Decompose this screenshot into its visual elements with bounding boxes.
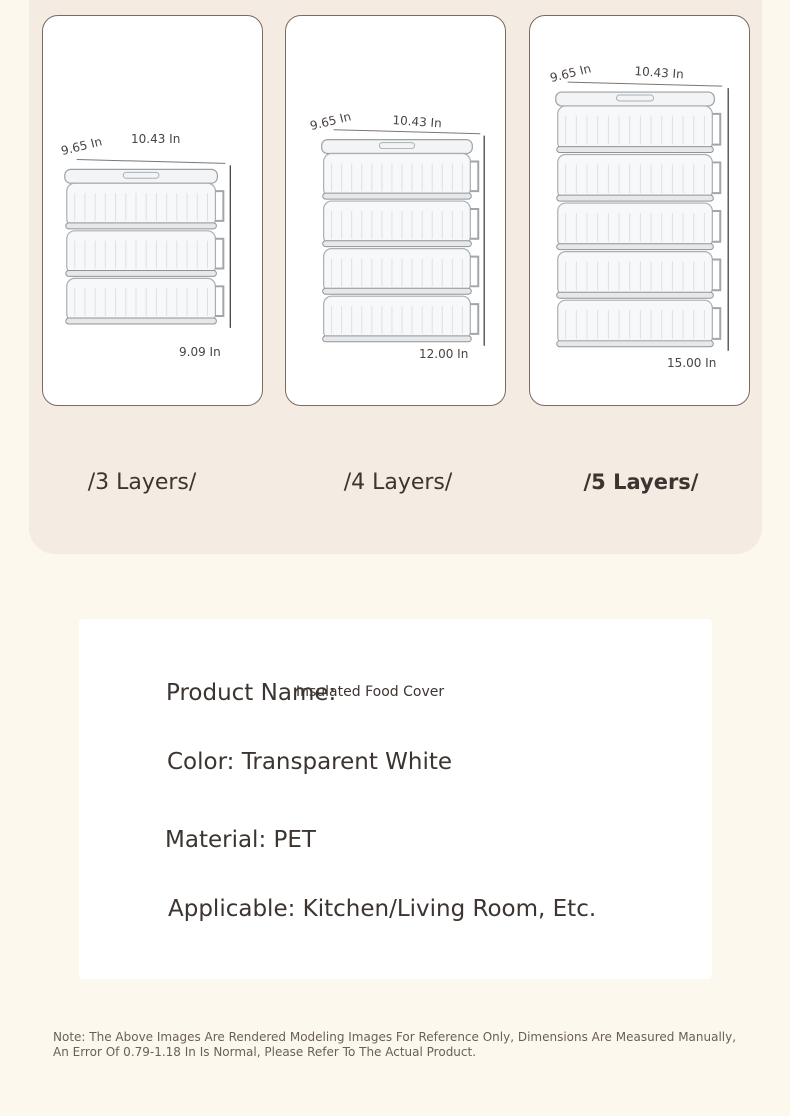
container-tray — [323, 296, 479, 342]
depth-dimension: 9.65 In — [548, 61, 593, 85]
variant-card-3-layers — [42, 15, 263, 406]
width-dimension: 10.43 In — [634, 64, 685, 82]
container-lid — [556, 92, 715, 106]
container-tray — [66, 278, 224, 324]
applicable-spec: Applicable: Kitchen/Living Room, Etc. — [168, 896, 597, 922]
container-tray — [557, 252, 721, 299]
container-lid — [322, 140, 473, 154]
width-dimension-line — [77, 159, 226, 163]
side-handle — [470, 161, 478, 191]
layer-label-4: /4 Layers/ — [343, 470, 453, 495]
disclaimer-note: Note: The Above Images Are Rendered Modeling Images For Reference Only, Dimensions Are Measured Manually, An Error Of 0.79-1.18 In Is Normal, Please Refer To The Actual Product. — [53, 1030, 737, 1059]
height-dimension: 15.00 In — [667, 356, 717, 370]
side-handle — [712, 211, 720, 242]
color-spec: Color: Transparent White — [167, 749, 453, 775]
layer-label-5: /5 Layers/ — [583, 470, 699, 494]
side-handle — [215, 239, 223, 269]
container-tray — [323, 201, 479, 247]
layer-label-3: /3 Layers/ — [87, 470, 197, 495]
width-dimension: 10.43 In — [392, 113, 443, 131]
side-handle — [712, 308, 720, 339]
width-dimension: 10.43 In — [131, 132, 181, 146]
height-dimension: 12.00 In — [419, 347, 469, 361]
container-tray — [557, 203, 721, 250]
side-handle — [470, 304, 478, 334]
container-lid — [65, 169, 218, 183]
product-name-value: Insulated Food Cover — [296, 684, 445, 700]
container-tray — [557, 300, 721, 347]
side-handle — [215, 191, 223, 221]
depth-dimension: 9.65 In — [59, 134, 104, 158]
container-tray — [66, 183, 224, 229]
width-dimension-line — [568, 82, 723, 86]
width-dimension-line — [334, 130, 481, 134]
container-tray — [323, 154, 479, 200]
container-tray — [557, 155, 721, 202]
container-4-layers-illustration — [286, 16, 505, 405]
side-handle — [712, 162, 720, 193]
container-tray — [323, 249, 479, 295]
container-tray — [557, 106, 721, 153]
side-handle — [712, 260, 720, 291]
side-handle — [470, 209, 478, 239]
side-handle — [470, 257, 478, 287]
variant-card-5-layers — [529, 15, 750, 406]
height-dimension: 9.09 In — [179, 345, 221, 359]
side-handle — [712, 114, 720, 145]
product-info-box — [79, 619, 712, 979]
variant-card-4-layers — [285, 15, 506, 406]
container-tray — [66, 231, 224, 277]
material-spec: Material: PET — [165, 827, 316, 853]
depth-dimension: 9.65 In — [308, 109, 353, 133]
container-3-layers-illustration — [43, 16, 262, 405]
product-name-label: Product Name: — [166, 680, 337, 706]
side-handle — [215, 286, 223, 316]
